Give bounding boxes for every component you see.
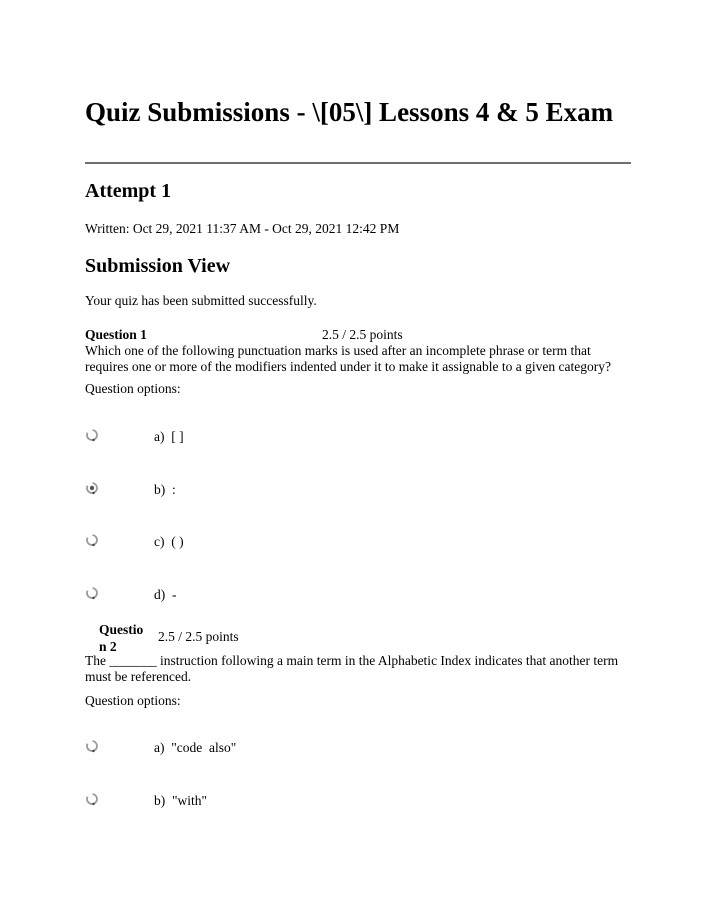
- question-1-option-c[interactable]: [85, 533, 485, 551]
- radio-button-icon[interactable]: [85, 533, 99, 547]
- question-2-text: The _______ instruction following a main term in the Alphabetic Index indicates that another term must be referenced.: [85, 653, 619, 684]
- option-label: a) [ ]: [154, 429, 184, 444]
- question-2-points: 2.5 / 2.5 points: [158, 629, 239, 644]
- written-timestamp: Written: Oct 29, 2021 11:37 AM - Oct 29, 2021 12:42 PM: [85, 221, 400, 236]
- attempt-heading: Attempt 1: [85, 180, 172, 202]
- option-label: a) "code also": [154, 740, 237, 755]
- title-divider: [85, 162, 631, 164]
- question-2-options-label: Question options:: [85, 693, 181, 708]
- radio-button-icon[interactable]: [85, 481, 99, 495]
- question-1-text: Which one of the following punctuation marks is used after an incomplete phrase or term that requires one or more of the modifiers indented under it to make it assignable to a given category?: [85, 343, 611, 374]
- question-1-label: Question 1: [85, 327, 147, 342]
- radio-button-icon[interactable]: [85, 428, 99, 442]
- page-title: Quiz Submissions - \[05\] Lessons 4 & 5 Exam: [85, 97, 614, 127]
- question-2-label: Question 2: [99, 622, 144, 654]
- option-label: c) ( ): [154, 534, 184, 549]
- question-label: [85, 327, 147, 343]
- submission-view-heading: Submission View: [85, 255, 231, 277]
- question-2-option-b[interactable]: [85, 792, 485, 810]
- question-1-option-d[interactable]: [85, 586, 485, 604]
- radio-button-icon[interactable]: [85, 586, 99, 600]
- radio-button-icon[interactable]: [85, 739, 99, 753]
- question-1-points: 2.5 / 2.5 points: [322, 327, 403, 342]
- submitted-message: Your quiz has been submitted successfully.: [85, 293, 317, 308]
- question-1-options-label: Question options:: [85, 381, 181, 396]
- radio-button-icon[interactable]: [85, 792, 99, 806]
- question-2-option-a[interactable]: [85, 739, 485, 757]
- option-label: b) "with": [154, 793, 208, 808]
- question-1-option-a[interactable]: [85, 428, 485, 446]
- option-label: d) -: [154, 587, 177, 602]
- question-1-option-b[interactable]: [85, 481, 485, 499]
- option-label: b) :: [154, 482, 176, 497]
